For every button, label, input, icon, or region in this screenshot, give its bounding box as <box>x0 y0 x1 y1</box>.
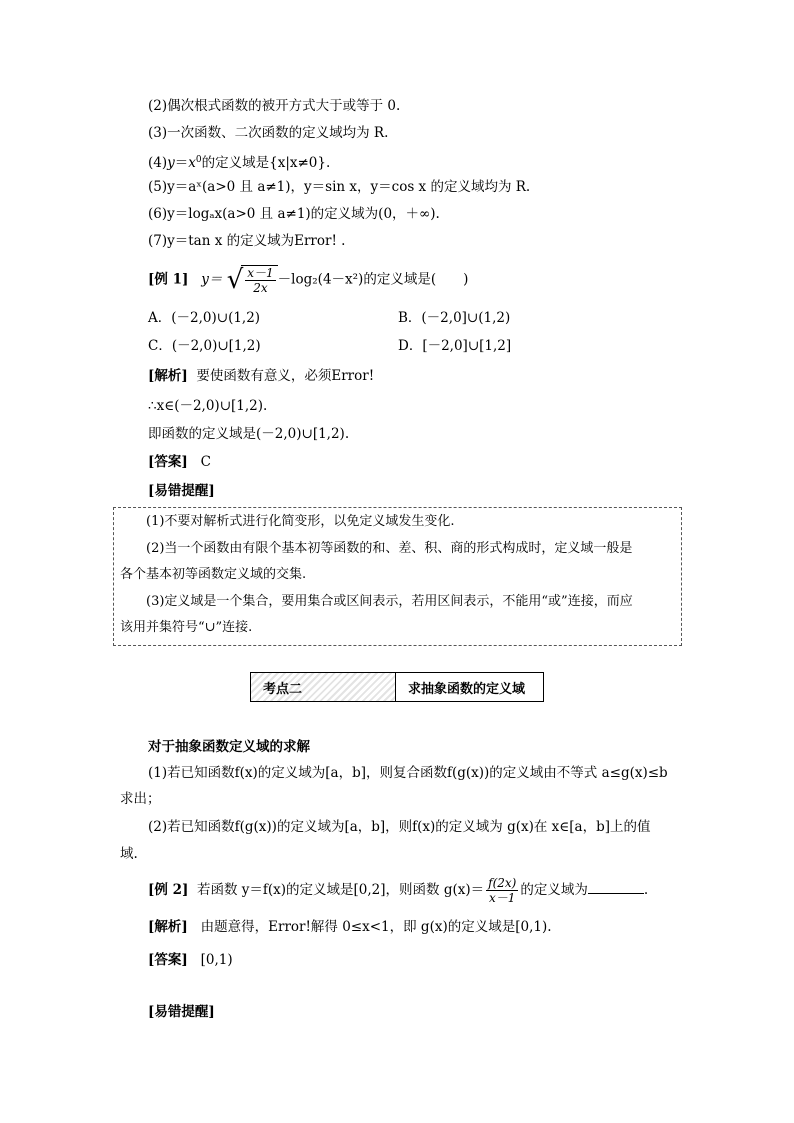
rule-3: (3)一次函数、二次函数的定义域均为 R. <box>148 125 389 141</box>
tip-2b: 各个基本初等函数定义域的交集. <box>120 567 307 582</box>
abstract-p2a: (2)若已知函数f(g(x))的定义域为[a，b]，则f(x)的定义域为 g(x)在 x∈[a，b]上的值 <box>148 819 651 835</box>
option-a: A．(－2,0)∪(1,2) <box>148 310 261 326</box>
tip-3a: (3)定义域是一个集合，要用集合或区间表示，若用区间表示，不能用“或”连接，而应 <box>146 594 633 609</box>
tip-2a: (2)当一个函数由有限个基本初等函数的和、差、积、商的形式构成时，定义域一般是 <box>146 541 633 556</box>
example-1-analysis: [解析] 要使函数有意义，必须Error! <box>148 368 375 384</box>
example-1-answer: [答案] C <box>148 454 211 470</box>
option-d: D．[－2,0]∪[1,2] <box>398 338 512 354</box>
tip-title-2: [易错提醒] <box>148 1004 215 1020</box>
section-number: 考点二 <box>251 673 396 701</box>
tip-1: (1)不要对解析式进行化简变形，以免定义域发生变化. <box>146 514 455 529</box>
rule-2: (2)偶次根式函数的被开方式大于或等于 0. <box>148 98 401 114</box>
option-c: C．(－2,0)∪[1,2) <box>148 338 261 354</box>
example-1-therefore: ∴x∈(－2,0)∪[1,2). <box>148 398 268 414</box>
example-1-conclusion: 即函数的定义域是(－2,0)∪[1,2). <box>148 426 350 442</box>
abstract-p1a: (1)若已知函数f(x)的定义域为[a，b]，则复合函数f(g(x))的定义域由不等式 a≤g(x)≤b <box>148 765 668 781</box>
example-2-answer: [答案] [0,1) <box>148 952 233 968</box>
rule-7: (7)y＝tan x 的定义域为Error! . <box>148 233 346 249</box>
abstract-intro: 对于抽象函数定义域的求解 <box>148 739 310 755</box>
tip-title-1: [易错提醒] <box>148 483 215 499</box>
rule-6: (6)y＝logₐx(a>0 且 a≠1)的定义域为(0，＋∞). <box>148 206 440 222</box>
option-b: B．(－2,0]∪(1,2) <box>398 310 511 326</box>
section-header <box>250 672 544 702</box>
section-title: 求抽象函数的定义域 <box>408 681 526 697</box>
rule-4: $(4)y=x^0$的定义域是{x|x≠0}. <box>148 155 331 171</box>
sqrt-icon: √ <box>226 265 244 295</box>
example-2-analysis: [解析] 由题意得，Error!解得 0≤x<1，即 g(x)的定义域是[0,1). <box>148 919 552 935</box>
rule-5: (5)y＝aˣ(a>0 且 a≠1)，y＝sin x，y＝cos x 的定义域均为 R. <box>148 179 531 195</box>
example-2-question: [例 2] 若函数 y＝f(x)的定义域是[0,2]，则函数 g(x)＝ $\frac{f(2x)}{x-1}$ 的定义域为 . <box>148 876 649 905</box>
abstract-p2b: 域. <box>120 846 138 862</box>
example-1-question: [例 1] y＝ √ $\frac{x-1}{2x}$ －log₂(4－x²)的定义域是( ) <box>148 265 469 295</box>
tip-3b: 该用并集符号“∪”连接. <box>120 620 253 635</box>
answer-blank <box>588 881 644 894</box>
abstract-p1b: 求出； <box>120 791 161 807</box>
